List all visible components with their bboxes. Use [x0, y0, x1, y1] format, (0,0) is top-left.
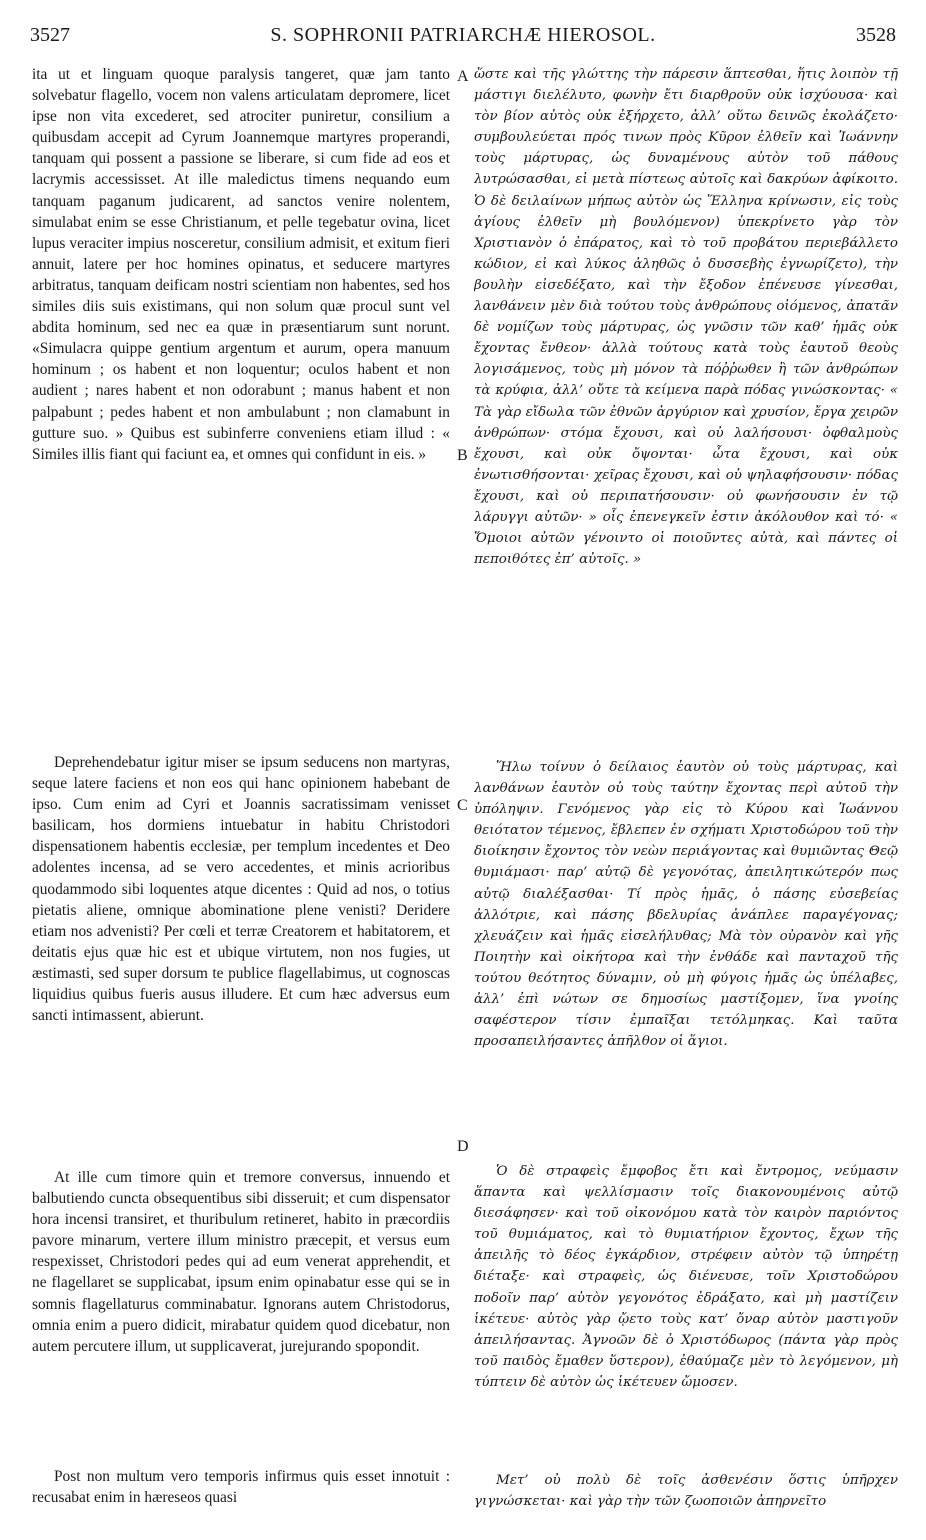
page-number-right: 3528 — [856, 24, 896, 46]
latin-paragraph-4: Post non multum vero temporis infirmus quis esset innotuit : recusabat enim in hæreseos quasi — [32, 1468, 450, 1507]
greek-paragraph-3: Ὁ δὲ στραφεὶς ἔμφοβος ἔτι καὶ ἔντρομος, νεύμασιν ἅπαντα καὶ ψελλίσμασιν τοῖς διακονουμένοις αὐτῷ διεσάφησεν· καὶ τοῦ οἰκονόμου κατὰ τὸν καιρὸν παριόντος τοῦ θυμιάματος, καὶ τὸ θυμιατήριον ἔχοντος, ἔχων τῆς ἀπειλῆς τὸ δέος ἐγκάρδιον, στρέφειν αὐτὸν τῷ ὑπηρέτῃ διέταξε· καὶ στραφεὶς, ὡς διένευσε, τοῖν Χριστοδώρου ποδοῖν παρ’ αὐτὸν γεγονότος ἐδράξατο, καὶ μὴ μαστίζειν ἱκέτευε· αὐτὸς γὰρ ᾤετο τοὺς κατ’ ὄναρ αὐτὸν μαστιγοῦν ἀπειλήσαντας. Ἀγνοῶν δὲ ὁ Χριστόδωρος (πάντα γὰρ πρὸς τοῦ παιδὸς ἔμαθεν ὕστερον), ἐθαύμαζε μὲν τὸ λεγόμενον, μὴ τύπτειν δὲ αὐτὸν ὡς ἱκέτευεν ὤμοσεν. — [474, 1164, 898, 1390]
latin-paragraph-2: Deprehendebatur igitur miser se ipsum seducens non martyras, seque latere faciens et non eos qui hanc opinionem habebant de ipso. Cum enim ad Cyri et Joannis sacratissimam venisset basilicam, hos dormiens intuebatur in habitu Christodori dispensationem habentis ecclesiæ, per templum incedentes et Deo adolentes incensa, ad se vero accedentes, et minis acrioribus quodammodo sibi loquentes atque dicentes : Quid ad nos, o totius pietatis aliene, omnique abominatione plene venisti? Deridere etiam nos advenisti? Per cœli et terræ Creatorem et habitatorem, et deitatis ejus quæ hic est et ubique virtutem, non nos fugies, ut æstimasti, sed super dorsum te publice flagellabimus, ut cognoscas liquidius quibus fueris ausus illudere. Et cum hæc adversus eum sancti intimassent, abierunt. — [32, 754, 450, 1025]
margin-letter-a: A — [457, 68, 469, 85]
greek-paragraph-4: Μετ’ οὐ πολὺ δὲ τοῖς ἀσθενέσιν ὅστις ὑπῆρχεν γιγνώσκεται· καὶ γὰρ τὴν τῶν ζωοποιῶν ἀπηρνεῖτο — [474, 1473, 898, 1510]
latin-paragraph-3: At ille cum timore quin et tremore conversus, innuendo et balbutiendo cuncta obsequentibus sibi disseruit; et cum dispensator hora incensi transiret, et thuribulum retineret, habito in præcordiis pavore minarum, vertere illum ministro præcepit, et versus eum respexisset, Christodori pedes qui ad eum venerat apprehendit, et ne flagellaret se supplicabat, ipsum enim opinabatur esse qui se in somnis flagellaturus comminabatur. Ignorans autem Christodorus, omnia enim a puero didicit, mirabatur quidem quod dicebatur, non autem percutere illum, ut supplicaverat, jurejurando spopondit. — [32, 1169, 450, 1355]
running-title: S. SOPHRONII PATRIARCHÆ HIEROSOL. — [270, 24, 656, 46]
page-number-left: 3527 — [30, 24, 70, 46]
greek-paragraph-2: Ἥλω τοίνυν ὁ δείλαιος ἑαυτὸν οὐ τοὺς μάρτυρας, καὶ λανθάνων ἑαυτὸν οὐ τοὺς ταύτην ἔχοντας περὶ αὐτοῦ τὴν ὑπόληψιν. Γενόμενος γὰρ εἰς τὸ Κύρου καὶ Ἰωάννου θειότατον τέμενος, ἔβλεπεν ἐν σχήματι Χριστοδώρου τοῦ τὴν διοίκησιν ἔχοντος τὸν νεὼν περιάγοντας καὶ θυμιῶντας Θεῷ θυμιάμασι· παρ’ αὐτῷ δὲ γεγονότας, ἀπειλητικώτερόν πως αὐτῷ διαλέξασθαι· Τί πρὸς ἡμᾶς, ὁ πάσης εὐσεβείας ἀλλότριε, καὶ πάσης βδελυρίας ἀνάπλεε παραγέγονας; χλευάζειν καὶ ἡμᾶς εἰσελήλυθας; Μὰ τὸν οὐρανὸν καὶ γῆς Ποιητὴν καὶ οἰκήτορα καὶ τὴν ἐνθάδε καὶ πανταχοῦ τῆς τούτου θεότητος δύναμιν, οὐ μὴ φύγοις ἡμᾶς ὡς ὑπέλαβες, ἀλλ’ ἐπὶ νώτων σε δημοσίως μαστίξομεν, ἵνα γνοίης σαφέστερον τίσιν ἐμπαῖξαι τετόλμηκας. Καὶ ταῦτα προσαπειλήσαντες ἀπῆλθον οἱ ἅγιοι. — [474, 760, 898, 1050]
margin-letter-c: C — [457, 797, 468, 814]
margin-letter-d: D — [457, 1138, 469, 1155]
margin-letter-b: B — [457, 447, 468, 464]
page-header — [0, 14, 926, 50]
latin-paragraph-1: ita ut et linguam quoque paralysis tangeret, quæ jam tanto solvebatur flagello, vocem non valens articulatam depromere, licet ipse non vita excederet, sed atrociter puniretur, consilium a quibusdam accepit ad Cyrum Joannemque martyres properandi, tanquam qui possent a passione se liberare, si cum fide ad eos et lacrymis accessisset. At ille maledictus timens nequando eum tanquam paganum judicarent, ad sanctos venire nolentem, simulabat enim se esse Christianum, et pelle tegebatur ovina, licet lupus veraciter impius nosceretur, consilium admisit, et exitum fieri annuit, latere per hoc homines opinatus, et seducere martyres arbitratus, tanquam deificam nostri scientiam non habentes, sed hos similes diis suis existimans, qui non solum quæ procul sunt vel abdita hominum, sed nec ea quæ in præsentiarum sunt norunt. «Simulacra quippe gentium argentum et aurum, opera manuum hominum ; os habent et non loquentur; oculos habent et non audient ; nares habent et non odorabunt ; manus habent et non palpabunt ; pedes habent et non ambulabunt ; non clamabunt in gutture suo. » Quibus est subinferre conveniens etiam illud : « Similes illis fiant qui faciunt ea, et omnes qui confidunt in eis. » — [32, 66, 450, 463]
greek-paragraph-1: ὥστε καὶ τῆς γλώττης τὴν πάρεσιν ἅπτεσθαι, ἥτις λοιπὸν τῇ μάστιγι διελέλυτο, φωνὴν ἔτι διαρθροῦν οὐκ ἰσχύουσα· καὶ τὸν βίον αὐτὸς οὐκ ἐξήρχετο, ἀλλ’ οὕτω δεινῶς ἐκολάζετο· συμβουλεύεται πρός τινων πρὸς Κῦρον ἐλθεῖν καὶ Ἰωάννην τοὺς μάρτυρας, ὡς δυναμένους αὐτὸν τοῦ πάθους λυτρώσασθαι, εἰ μετὰ πίστεως αὐτοῖς καὶ δακρύων ἀφίκοιτο. Ὁ δὲ δειλαίνων μήπως αὐτὸν ὡς Ἕλληνα κρίνωσιν, εἰς τοὺς ἁγίους ἐλθεῖν μὴ βουλόμενον) ὑπεκρίνετο γὰρ τὸν Χριστιανὸν ὁ ἐπάρατος, καὶ τὸ τοῦ προβάτου περιεβάλλετο κώδιον, εἰ καὶ λύκος ἀληθῶς ὁ δυσσεβὴς ἐγνωρίζετο), τὴν βουλὴν εἰσεδέξατο, καὶ τὴν ἔξοδον ἐπένευσε γίνεσθαι, λανθάνειν μὲν διὰ τούτου τοὺς ἀνθρώπους οἰόμενος, ἀπατᾶν δὲ νομίζων τοὺς μάρτυρας, ὡς γνῶσιν τῶν καθ’ ἡμᾶς οὐκ ἔχοντας ἔνθεον· ἀλλὰ τούτους κατὰ τοὺς ἑαυτοῦ θεοὺς λογισάμενος, τοὺς μὴ μόνον τὰ πόῤῥωθεν ἢ τῶν ἀνθρώπων τὰ κρύφια, ἀλλ’ οὔτε τὰ κείμενα παρὰ πόδας γινώσκοντας· « Τὰ γὰρ εἴδωλα τῶν ἐθνῶν ἀργύριον καὶ χρυσίον, ἔργα χειρῶν ἀνθρώπων· στόμα ἔχουσι, καὶ οὐ λαλήσουσι· ὀφθαλμοὺς ἔχουσι, καὶ οὐκ ὄψονται· ὦτα ἔχουσι, καὶ οὐκ ἐνωτισθήσονται· χεῖρας ἔχουσι, καὶ οὐ ψηλαφήσουσιν· πόδας ἔχουσι, καὶ οὐ περιπατήσουσιν· οὐ φωνήσουσιν ἐν τῷ λάρυγγι αὐτῶν· » οἷς ἐπενεγκεῖν ἐστιν ἀκόλουθον καὶ τό· « Ὅμοιοι αὐτῶν γένοιντο οἱ ποιοῦντες αὐτὰ, καὶ πάντες οἱ πεποιθότες ἐπ’ αὐτοῖς. » — [474, 67, 898, 568]
